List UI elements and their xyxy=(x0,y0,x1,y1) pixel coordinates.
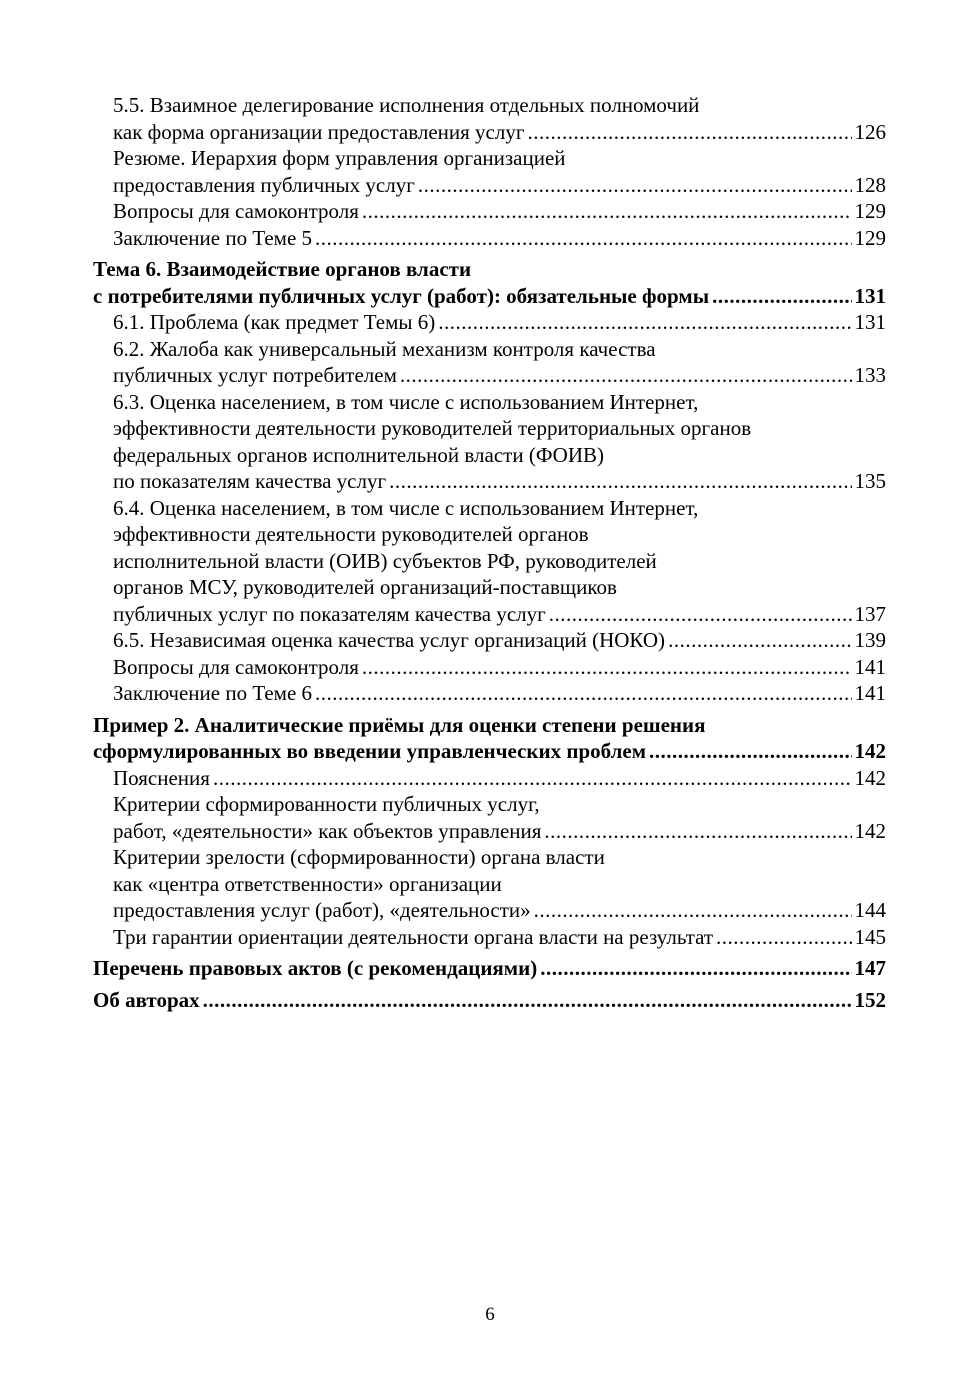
toc-entry-text: Критерии зрелости (сформированности) органа власти xyxy=(113,845,605,869)
toc-page-number: 142 xyxy=(854,765,886,790)
toc-entry[interactable] xyxy=(93,955,886,982)
dot-leader xyxy=(534,897,852,924)
dot-leader xyxy=(213,765,852,792)
dot-leader xyxy=(389,468,851,495)
toc-entry-text: эффективности деятельности руководителей органов xyxy=(113,522,589,546)
toc-entry-text: предоставления услуг (работ), «деятельности» xyxy=(113,898,531,922)
toc-entry-text: Критерии сформированности публичных услуг, xyxy=(113,792,540,816)
toc-entry[interactable] xyxy=(93,627,886,654)
dot-leader xyxy=(527,119,851,146)
toc-entry-text: как «центра ответственности» организации xyxy=(113,871,502,896)
toc-page-number: 133 xyxy=(854,363,886,387)
toc-entry-text: 6.5. Независимая оценка качества услуг организаций (НОКО) xyxy=(113,628,666,652)
dot-leader xyxy=(716,924,851,951)
toc-page-number: 142 xyxy=(854,739,886,763)
toc-entry-text: предоставления публичных услуг xyxy=(113,172,415,197)
toc-entry[interactable] xyxy=(93,924,886,951)
dot-leader xyxy=(362,654,852,681)
page-number: 6 xyxy=(485,1304,495,1325)
dot-leader xyxy=(400,362,852,389)
toc-entry-text: 6.3. Оценка населением, в том числе с использованием Интернет, xyxy=(113,389,699,414)
toc-entry-text: 6.4. Оценка населением, в том числе с использованием Интернет, xyxy=(113,495,699,520)
toc-page-number: 147 xyxy=(854,956,886,980)
toc-entry-text: Заключение по Теме 5 xyxy=(113,225,313,250)
dot-leader xyxy=(315,225,851,252)
toc-page-number: 152 xyxy=(854,987,886,1012)
dot-leader xyxy=(712,283,851,310)
dot-leader xyxy=(668,627,851,654)
dot-leader xyxy=(549,601,852,628)
toc-entry-text: сформулированных во введении управленческих проблем xyxy=(93,739,647,763)
toc-entry-text: публичных услуг по показателям качества услуг xyxy=(113,601,546,626)
dot-leader xyxy=(418,172,852,199)
toc-entry[interactable] xyxy=(93,198,886,225)
toc-entry-text: Три гарантии ориентации деятельности органа власти на результат xyxy=(113,924,714,949)
toc-entry-text: Резюме. Иерархия форм управления организацией xyxy=(113,146,566,170)
toc-page-number: 131 xyxy=(854,283,886,308)
toc-entry-text: Пример 2. Аналитические приёмы для оценки степени решения xyxy=(93,712,706,737)
toc-page-number: 137 xyxy=(854,601,886,626)
toc-entry-text: Вопросы для самоконтроля xyxy=(113,199,359,223)
toc-entry-text: Заключение по Теме 6 xyxy=(113,681,313,705)
toc-page-number: 139 xyxy=(854,628,886,652)
toc-entry-text: 6.2. Жалоба как универсальный механизм контроля качества xyxy=(113,336,656,361)
toc-entry-text: Вопросы для самоконтроля xyxy=(113,654,359,679)
toc-page-number: 141 xyxy=(854,681,886,705)
toc-entry-text: органов МСУ, руководителей организаций-поставщиков xyxy=(113,575,617,599)
toc-entry-text: работ, «деятельности» как объектов управления xyxy=(113,818,542,843)
toc-entry-text: как форма организации предоставления услуг xyxy=(113,119,525,144)
toc-entry-text: по показателям качества услуг xyxy=(113,469,387,493)
toc-entry-text: Тема 6. Взаимодействие органов власти xyxy=(93,257,472,281)
dot-leader xyxy=(540,955,851,982)
toc-entry-text: исполнительной власти (ОИВ) субъектов РФ, руководителей xyxy=(113,548,657,573)
toc-page-number: 145 xyxy=(854,924,886,949)
toc-page-number: 142 xyxy=(854,818,886,843)
dot-leader xyxy=(544,818,851,845)
toc-entry-text: Пояснения xyxy=(113,765,210,790)
toc-entry-text: Перечень правовых актов (с рекомендациями) xyxy=(93,956,538,980)
toc-entry[interactable] xyxy=(93,309,886,336)
toc-page-number: 126 xyxy=(854,119,886,144)
toc-entry[interactable] xyxy=(93,680,886,707)
toc-entry[interactable] xyxy=(93,389,886,495)
toc-entry[interactable] xyxy=(93,145,886,198)
toc-page-number: 129 xyxy=(854,199,886,223)
dot-leader xyxy=(315,680,851,707)
dot-leader xyxy=(203,987,852,1014)
table-of-contents xyxy=(93,92,886,1013)
toc-entry[interactable] xyxy=(93,844,886,924)
toc-page-number: 135 xyxy=(854,469,886,493)
toc-entry[interactable] xyxy=(93,256,886,309)
toc-page-number: 128 xyxy=(854,172,886,197)
toc-entry-text: эффективности деятельности руководителей территориальных органов xyxy=(113,416,752,440)
toc-entry-text: 5.5. Взаимное делегирование исполнения отдельных полномочий xyxy=(113,93,700,117)
dot-leader xyxy=(362,198,852,225)
toc-entry[interactable] xyxy=(93,791,886,844)
toc-entry[interactable] xyxy=(93,654,886,681)
dot-leader xyxy=(438,309,851,336)
toc-page-number: 141 xyxy=(854,654,886,679)
toc-entry[interactable] xyxy=(93,987,886,1014)
toc-page-number: 129 xyxy=(854,225,886,250)
toc-page-number: 144 xyxy=(854,898,886,922)
toc-entry[interactable] xyxy=(93,225,886,252)
toc-entry-text: Об авторах xyxy=(93,987,200,1012)
toc-page-number: 131 xyxy=(854,310,886,334)
toc-entry-text: с потребителями публичных услуг (работ): обязательные формы xyxy=(93,283,710,308)
dot-leader xyxy=(649,738,851,765)
toc-entry[interactable] xyxy=(93,92,886,145)
toc-entry-text: публичных услуг потребителем xyxy=(113,363,397,387)
toc-entry[interactable] xyxy=(93,765,886,792)
toc-entry[interactable] xyxy=(93,495,886,628)
toc-entry-text: федеральных органов исполнительной власти (ФОИВ) xyxy=(113,442,605,467)
toc-entry-text: 6.1. Проблема (как предмет Темы 6) xyxy=(113,310,436,334)
toc-entry[interactable] xyxy=(93,336,886,389)
toc-entry[interactable] xyxy=(93,712,886,765)
